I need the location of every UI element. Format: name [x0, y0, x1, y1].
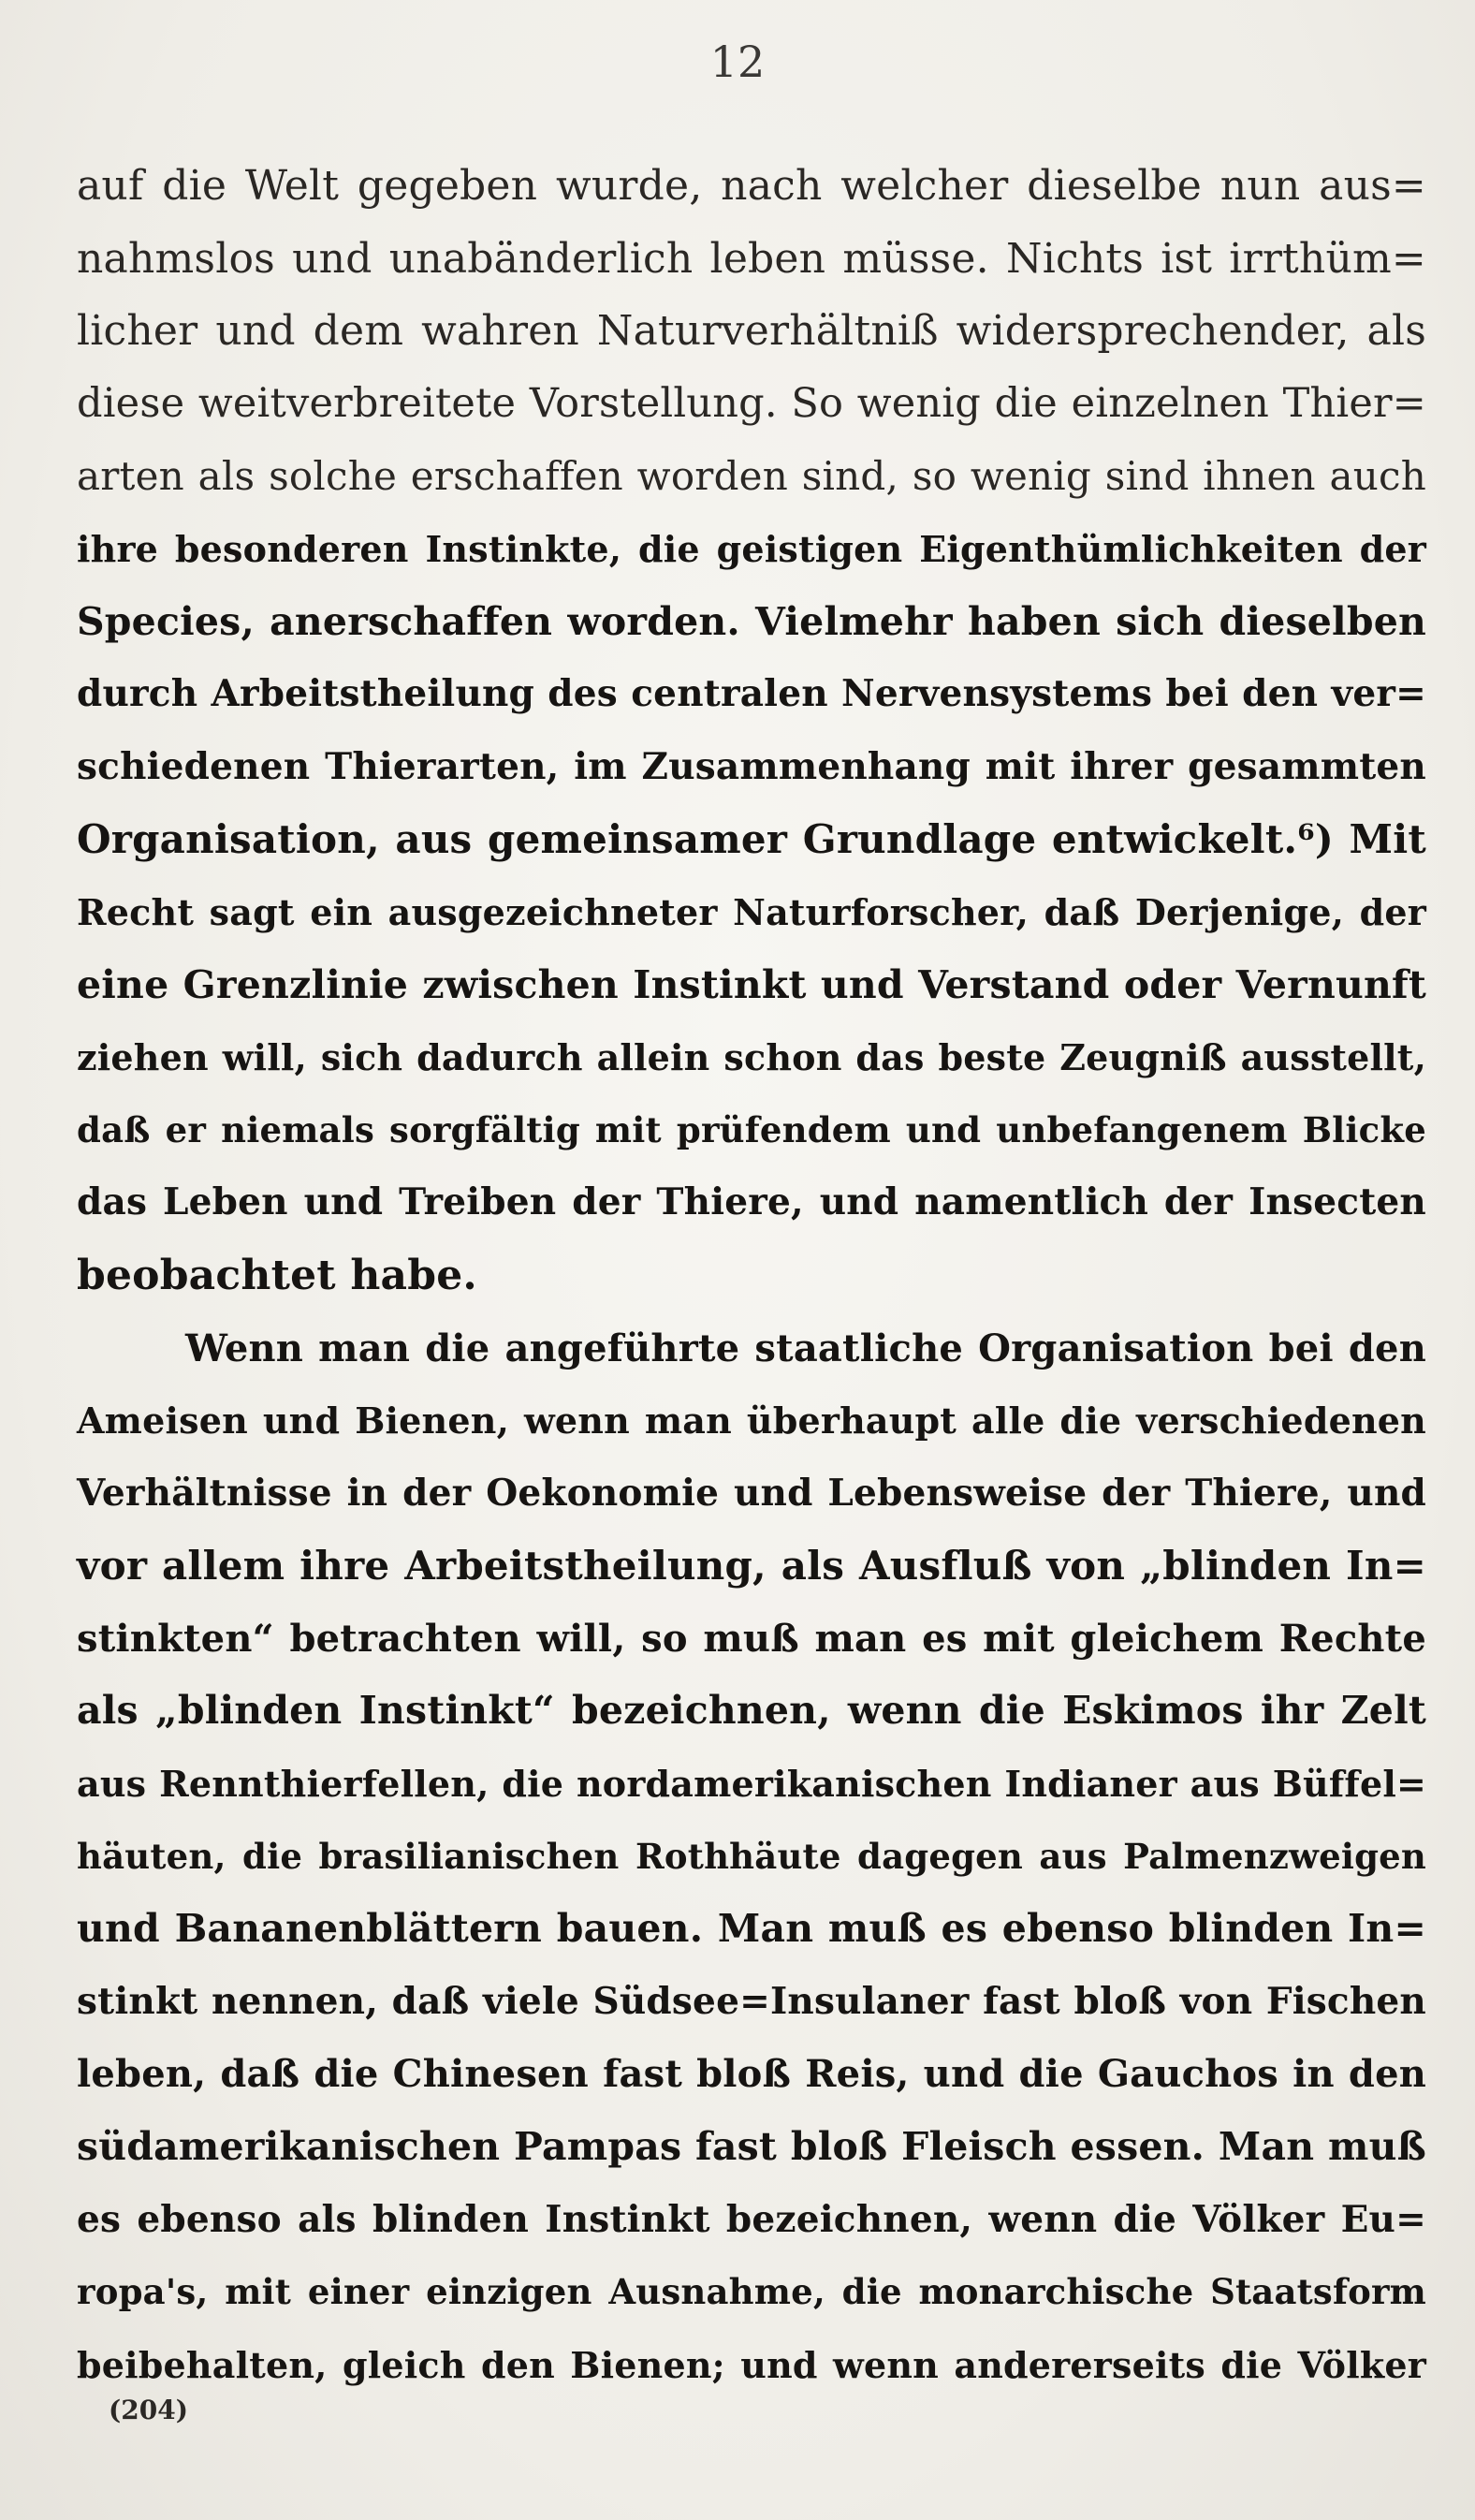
- text-line: nahmslos und unabänderlich leben müsse. Nichts ist irrthüm=: [77, 234, 1426, 283]
- text-line: daß er niemals sorgfältig mit prüfendem und unbefangenem Blicke: [77, 1108, 1426, 1150]
- text-line: diese weitverbreitete Vorstellung. So wenig die einzelnen Thier=: [77, 379, 1426, 427]
- text-line: Species, anerschaffen worden. Vielmehr haben sich dieselben: [77, 598, 1426, 644]
- text-line: Wenn man die angeführte staatliche Organisation bei den: [185, 1326, 1426, 1370]
- text-line: es ebenso als blinden Instinkt bezeichnen, wenn die Völker Eu=: [77, 2197, 1426, 2241]
- body-text: [77, 150, 1426, 2401]
- text-line: südamerikanischen Pampas fast bloß Fleisch essen. Man muß: [77, 2124, 1426, 2170]
- text-line: auf die Welt gegeben wurde, nach welcher dieselbe nun aus=: [77, 162, 1426, 210]
- text-line: Organisation, aus gemeinsamer Grundlage entwickelt.⁶) Mit: [77, 816, 1426, 863]
- text-line: aus Rennthierfellen, die nordamerikanischen Indianer aus Büffel=: [77, 1763, 1426, 1806]
- page-number: 12: [709, 37, 766, 87]
- text-line: durch Arbeitstheilung des centralen Nervensystems bei den ver=: [77, 672, 1426, 716]
- text-line: beobachtet habe.: [77, 1251, 477, 1299]
- text-line: stinkt nennen, daß viele Südsee=Insulaner fast bloß von Fischen: [77, 1979, 1426, 2023]
- text-line: arten als solche erschaffen worden sind, so wenig sind ihnen auch: [77, 453, 1426, 500]
- text-line: schiedenen Thierarten, im Zusammenhang mit ihrer gesammten: [77, 744, 1426, 788]
- text-line: stinkten“ betrachten will, so muß man es mit gleichem Rechte: [77, 1616, 1426, 1661]
- text-line: Ameisen und Bienen, wenn man überhaupt alle die verschiedenen: [77, 1399, 1426, 1443]
- text-line: ihre besonderen Instinkte, die geistigen Eigenthümlichkeiten der: [77, 527, 1426, 570]
- text-line: ziehen will, sich dadurch allein schon das beste Zeugniß ausstellt,: [77, 1036, 1426, 1079]
- paragraph-2: [77, 1312, 1426, 2402]
- printer-signature: (204): [109, 2395, 188, 2425]
- text-line: und Bananenblättern bauen. Man muß es ebenso blinden In=: [77, 1906, 1426, 1952]
- text-line: vor allem ihre Arbeitstheilung, als Ausfluß von „blinden In=: [77, 1543, 1426, 1590]
- text-line: beibehalten, gleich den Bienen; und wenn andererseits die Völker: [77, 2343, 1426, 2386]
- text-line: eine Grenzlinie zwischen Instinkt und Verstand oder Vernunft: [77, 961, 1426, 1007]
- text-line: leben, daß die Chinesen fast bloß Reis, und die Gauchos in den: [77, 2052, 1426, 2097]
- text-line: häuten, die brasilianischen Rothhäute dagegen aus Palmenzweigen: [77, 1835, 1426, 1877]
- text-line: Recht sagt ein ausgezeichneter Naturforscher, daß Derjenige, der: [77, 890, 1426, 933]
- text-line: als „blinden Instinkt“ bezeichnen, wenn die Eskimos ihr Zelt: [77, 1688, 1426, 1734]
- text-line: Verhältnisse in der Oekonomie und Lebensweise der Thiere, und: [77, 1471, 1426, 1515]
- paragraph-1: [77, 150, 1426, 1312]
- text-line: licher und dem wahren Naturverhältniß widersprechender, als: [77, 307, 1426, 356]
- text-line: das Leben und Treiben der Thiere, und namentlich der Insecten: [77, 1180, 1426, 1224]
- text-line: ropa's, mit einer einzigen Ausnahme, die monarchische Staatsform: [77, 2271, 1426, 2313]
